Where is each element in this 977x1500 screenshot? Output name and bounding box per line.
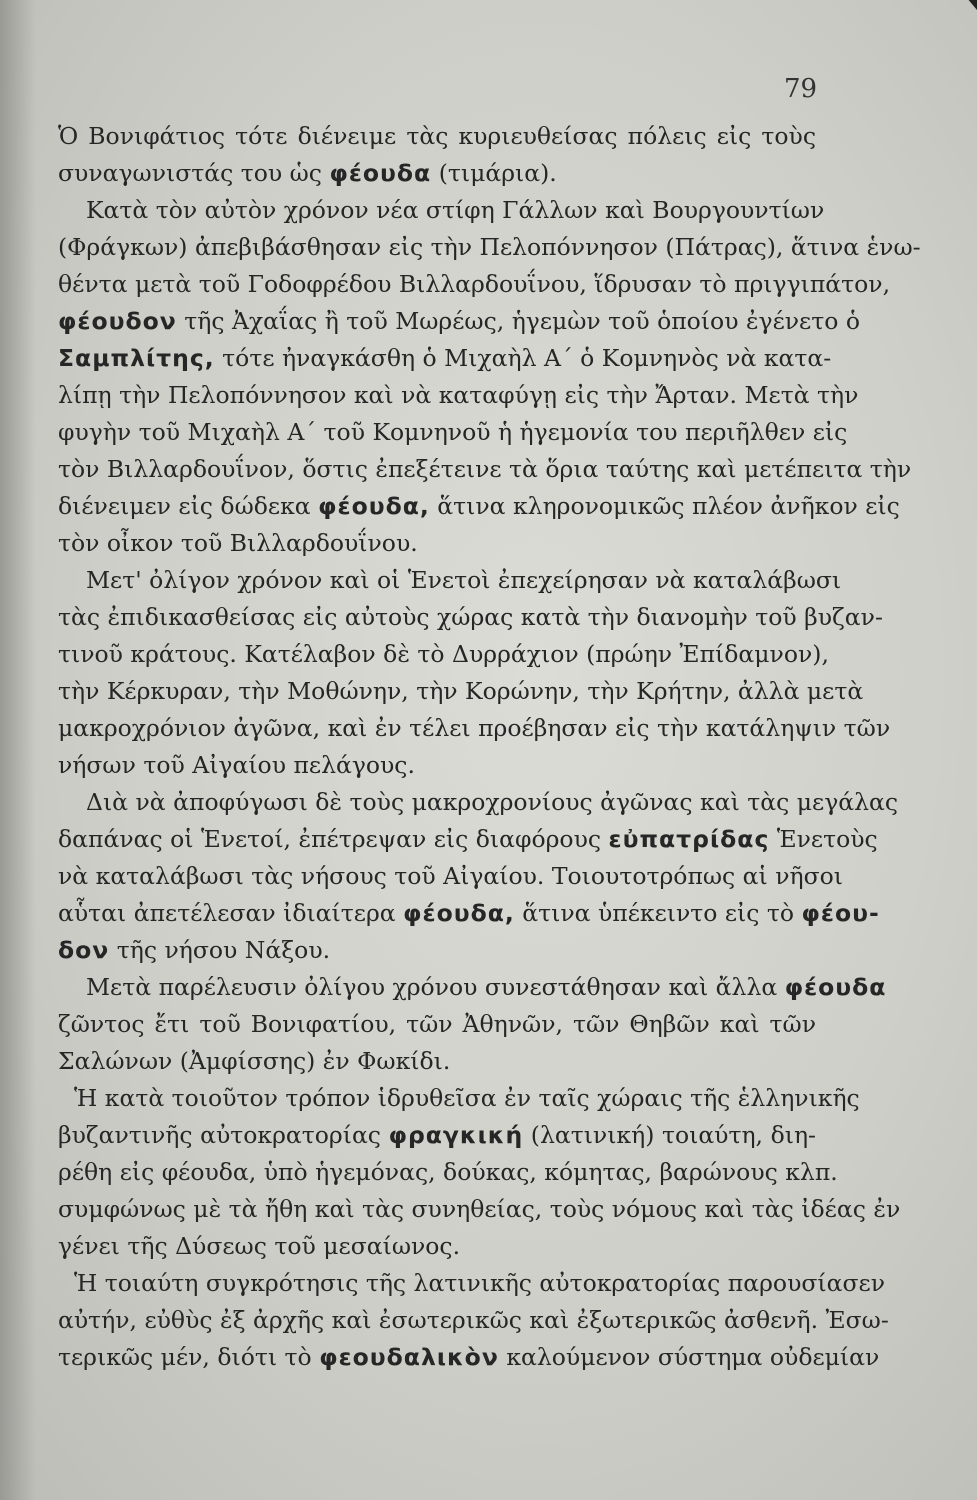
text-line bbox=[58, 1154, 838, 1191]
text-line bbox=[58, 932, 816, 969]
text-line bbox=[58, 1191, 901, 1228]
bold-term: φέουδα, bbox=[318, 492, 430, 520]
text-line bbox=[58, 710, 891, 747]
text-segment: Ἑνετοὺς bbox=[769, 825, 878, 853]
text-segment: τὰς ἐπιδικασθείσας εἰς αὐτοὺς χώρας κατὰ τὴν διανομὴν τοῦ βυζαν- bbox=[58, 603, 883, 631]
text-segment: συναγωνιστάς του ὡς bbox=[58, 159, 330, 187]
text-line bbox=[58, 599, 883, 636]
text-line bbox=[58, 1006, 816, 1043]
bold-term: δον bbox=[58, 936, 110, 964]
bold-term: φέουδα, bbox=[403, 899, 515, 927]
text-line bbox=[58, 155, 816, 192]
text-line bbox=[58, 118, 816, 155]
text-segment: ζῶντος ἔτι τοῦ Βονιφατίου, τῶν Ἀθηνῶν, τῶν Θηβῶν καὶ τῶν bbox=[58, 1010, 816, 1038]
bold-term: φέου- bbox=[801, 899, 880, 927]
text-line bbox=[58, 969, 887, 1006]
bold-term: Σαμπλίτης, bbox=[58, 344, 215, 372]
text-segment: νὰ καταλάβωσι τὰς νήσους τοῦ Αἰγαίου. Τοιουτοτρόπως αἱ νῆσοι bbox=[58, 862, 844, 890]
text-segment: διένειμεν εἰς δώδεκα bbox=[58, 492, 319, 520]
text-line bbox=[58, 858, 844, 895]
bold-term: φέουδα bbox=[329, 159, 432, 187]
text-line bbox=[58, 340, 832, 377]
text-segment: Μετ' ὀλίγον χρόνον καὶ οἱ Ἑνετοὶ ἐπεχείρησαν νὰ καταλάβωσι bbox=[86, 566, 842, 594]
text-segment: τῆς Ἀχαΐας ἢ τοῦ Μωρέως, ἡγεμὼν τοῦ ὁποίου ἐγένετο ὁ bbox=[176, 307, 861, 335]
text-segment: τερικῶς μέν, διότι τὸ bbox=[58, 1343, 320, 1371]
text-line bbox=[58, 1080, 860, 1117]
text-segment: συμφώνως μὲ τὰ ἤθη καὶ τὰς συνηθείας, τοὺς νόμους καὶ τὰς ἰδέας ἐν bbox=[58, 1195, 901, 1223]
text-line bbox=[58, 1339, 880, 1376]
text-segment: τότε ἠναγκάσθη ὁ Μιχαὴλ Α΄ ὁ Κομνηνὸς νὰ κατα- bbox=[214, 344, 832, 372]
text-segment: αὐτήν, εὐθὺς ἐξ ἀρχῆς καὶ ἐσωτερικῶς καὶ ἐξωτερικῶς ἀσθενῆ. Ἐσω- bbox=[58, 1306, 889, 1334]
text-line bbox=[58, 673, 864, 710]
text-segment: δαπάνας οἱ Ἑνετοί, ἐπέτρεψαν εἰς διαφόρους bbox=[58, 825, 609, 853]
bold-term: φέουδα bbox=[784, 973, 887, 1001]
text-line bbox=[58, 377, 859, 414]
text-segment: Κατὰ τὸν αὐτὸν χρόνον νέα στίφη Γάλλων καὶ Βουργουντίων bbox=[86, 196, 825, 224]
text-segment: τὴν Κέρκυραν, τὴν Μοθώνην, τὴν Κορώνην, τὴν Κρήτην, ἀλλὰ μετὰ bbox=[58, 677, 864, 705]
text-segment: (λατινική) τοιαύτη, διη- bbox=[523, 1121, 816, 1149]
text-line bbox=[58, 229, 921, 266]
text-segment: Σαλώνων (Ἀμφίσσης) ἐν Φωκίδι. bbox=[58, 1047, 451, 1075]
bold-term: φεουδαλικὸν bbox=[319, 1343, 499, 1371]
bold-term: φέουδον bbox=[58, 307, 177, 335]
text-line bbox=[58, 1265, 885, 1302]
text-line bbox=[58, 414, 848, 451]
text-line bbox=[58, 303, 861, 340]
text-line bbox=[58, 895, 880, 932]
text-line bbox=[58, 747, 816, 784]
body-text bbox=[58, 118, 921, 1376]
text-line bbox=[58, 488, 900, 525]
text-line bbox=[58, 451, 912, 488]
text-line bbox=[58, 525, 816, 562]
text-segment: τῆς νήσου Νάξου. bbox=[109, 936, 331, 964]
text-segment: βυζαντινῆς αὐτοκρατορίας bbox=[58, 1121, 389, 1149]
text-line bbox=[58, 1043, 816, 1080]
page-number: 79 bbox=[784, 74, 818, 104]
text-line bbox=[58, 1302, 889, 1339]
text-segment: Μετὰ παρέλευσιν ὀλίγου χρόνου συνεστάθησαν καὶ ἄλλα bbox=[86, 973, 785, 1001]
text-segment: (τιμάρια). bbox=[431, 159, 557, 187]
text-line bbox=[58, 784, 899, 821]
text-segment: νήσων τοῦ Αἰγαίου πελάγους. bbox=[58, 751, 415, 779]
text-line bbox=[58, 636, 829, 673]
text-segment: μακροχρόνιον ἀγῶνα, καὶ ἐν τέλει προέβησαν εἰς τὴν κατάληψιν τῶν bbox=[58, 714, 891, 742]
text-segment: αὗται ἀπετέλεσαν ἰδιαίτερα bbox=[58, 899, 404, 927]
text-segment: τὸν Βιλλαρδουΐνον, ὅστις ἐπεξέτεινε τὰ ὅρια ταύτης καὶ μετέπειτα τὴν bbox=[58, 455, 912, 483]
text-line bbox=[58, 821, 878, 858]
text-line bbox=[58, 562, 842, 599]
text-segment: Ἡ κατὰ τοιοῦτον τρόπον ἱδρυθεῖσα ἐν ταῖς χώραις τῆς ἑλληνικῆς bbox=[74, 1084, 860, 1112]
text-segment: Ὁ Βονιφάτιος τότε διένειμε τὰς κυριευθείσας πόλεις εἰς τοὺς bbox=[58, 122, 816, 150]
text-segment: καλούμενον σύστημα οὐδεμίαν bbox=[498, 1343, 880, 1371]
text-line bbox=[58, 192, 825, 229]
bold-term: εὐπατρίδας bbox=[608, 825, 770, 853]
text-segment: ἅτινα ὑπέκειντο εἰς τὸ bbox=[514, 899, 802, 927]
text-segment: Ἡ τοιαύτη συγκρότησις τῆς λατινικῆς αὐτοκρατορίας παρουσίασεν bbox=[74, 1269, 885, 1297]
text-line bbox=[58, 1117, 816, 1154]
text-segment: ρέθη εἰς φέουδα, ὑπὸ ἡγεμόνας, δούκας, κόμητας, βαρώνους κλπ. bbox=[58, 1158, 838, 1186]
text-segment: (Φράγκων) ἀπεβιβάσθησαν εἰς τὴν Πελοπόννησον (Πάτρας), ἅτινα ἑνω- bbox=[58, 233, 921, 261]
corner-mark bbox=[963, 0, 977, 10]
text-segment: ἅτινα κληρονομικῶς πλέον ἀνῆκον εἰς bbox=[429, 492, 900, 520]
text-segment: λίπῃ τὴν Πελοπόννησον καὶ νὰ καταφύγῃ εἰς τὴν Ἄρταν. Μετὰ τὴν bbox=[58, 381, 859, 409]
text-segment: τὸν οἶκον τοῦ Βιλλαρδουΐνου. bbox=[58, 529, 418, 557]
text-segment: φυγὴν τοῦ Μιχαὴλ Α΄ τοῦ Κομνηνοῦ ἡ ἡγεμονία του περιῆλθεν εἰς bbox=[58, 418, 848, 446]
text-segment: τινοῦ κράτους. Κατέλαβον δὲ τὸ Δυρράχιον (πρώην Ἐπίδαμνον), bbox=[58, 640, 829, 668]
text-segment: θέντα μετὰ τοῦ Γοδοφρέδου Βιλλαρδουΐνου, ἵδρυσαν τὸ πριγγιπάτον, bbox=[58, 270, 891, 298]
text-segment: γένει τῆς Δύσεως τοῦ μεσαίωνος. bbox=[58, 1232, 461, 1260]
bold-term: φραγκική bbox=[388, 1121, 524, 1149]
text-segment: Διὰ νὰ ἀποφύγωσι δὲ τοὺς μακροχρονίους ἀγῶνας καὶ τὰς μεγάλας bbox=[86, 788, 899, 816]
text-line bbox=[58, 1228, 816, 1265]
text-line bbox=[58, 266, 891, 303]
page-edge-shadow bbox=[0, 0, 36, 1500]
